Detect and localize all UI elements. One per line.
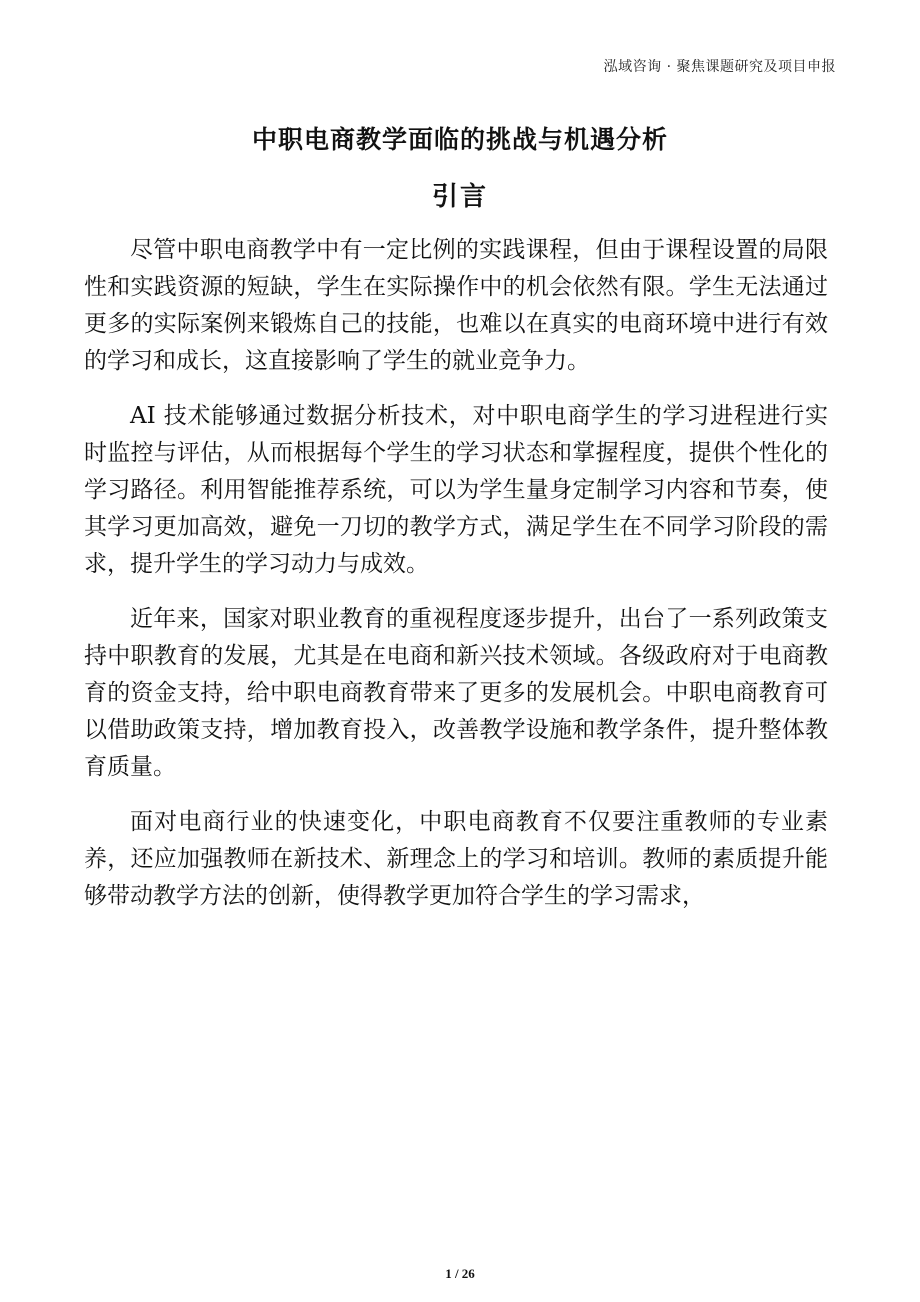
page-number: 1 / 26 [445, 1266, 475, 1281]
paragraph: 近年来，国家对职业教育的重视程度逐步提升，出台了一系列政策支持中职教育的发展，尤其是在电商和新兴技术领域。各级政府对于电商教育的资金支持，给中职电商教育带来了更多的发展机会。中职电商教育可以借助政策支持，增加教育投入，改善教学设施和教学条件，提升整体教育质量。 [84, 606, 828, 780]
header-note: 泓域咨询 · 聚焦课题研究及项目申报 [603, 59, 836, 75]
section-heading: 引言 [431, 182, 488, 212]
paragraph: AI 技术能够通过数据分析技术，对中职电商学生的学习进程进行实时监控与评估，从而根据每个学生的学习状态和掌握程度，提供个性化的学习路径。利用智能推荐系统，可以为学生量身定制学习内容和节奏，使其学习更加高效，避免一刀切的教学方式，满足学生在不同学习阶段的需求，提升学生的学习动力与成效。 [84, 403, 828, 577]
paragraph: 面对电商行业的快速变化，中职电商教育不仅要注重教师的专业素养，还应加强教师在新技术、新理念上的学习和培训。教师的素质提升能够带动教学方法的创新，使得教学更加符合学生的学习需求， [84, 809, 828, 909]
body-text [84, 232, 828, 933]
paragraph: 尽管中职电商教学中有一定比例的实践课程，但由于课程设置的局限性和实践资源的短缺，学生在实际操作中的机会依然有限。学生无法通过更多的实际案例来锻炼自己的技能，也难以在真实的电商环境中进行有效的学习和成长，这直接影响了学生的就业竞争力。 [84, 237, 828, 374]
document-title: 中职电商教学面临的挑战与机遇分析 [251, 125, 668, 154]
